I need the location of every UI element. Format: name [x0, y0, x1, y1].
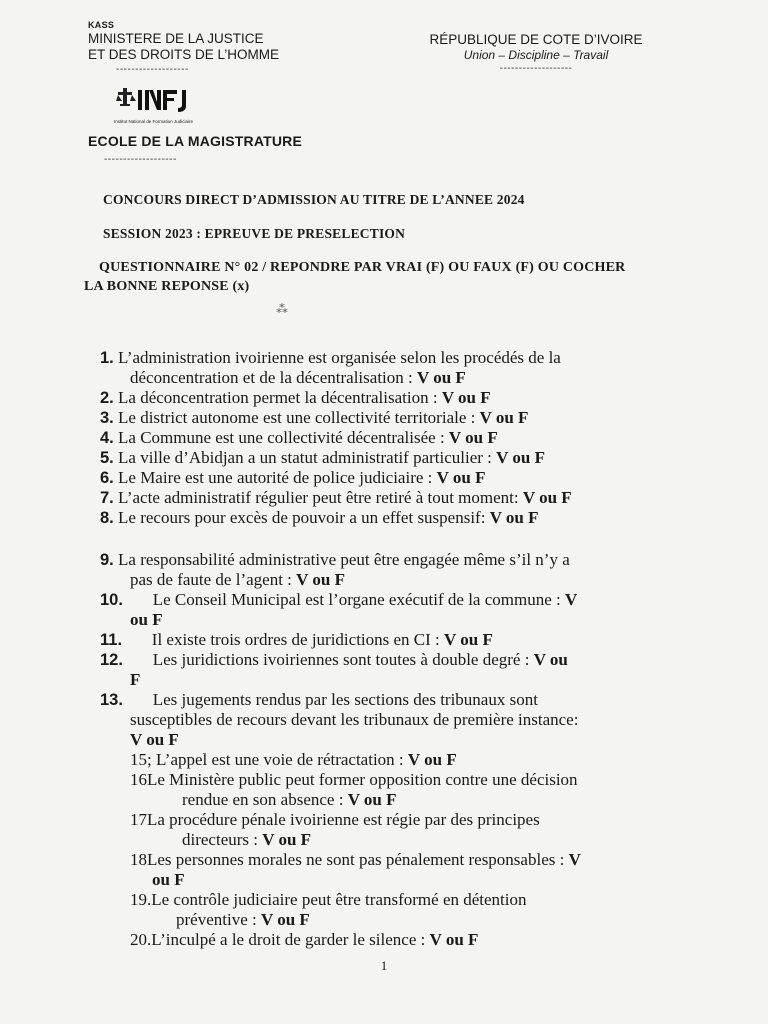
question-text: La déconcentration permet la décentralisation : — [118, 388, 442, 407]
true-false-choice[interactable]: V ou F — [260, 910, 310, 929]
question-text: L’administration ivoirienne est organisée selon les procédés de la — [118, 348, 561, 367]
question-text: La responsabilité administrative peut être engagée même s’il n’y a — [118, 550, 570, 569]
contest-title: CONCOURS DIRECT D’ADMISSION AU TITRE DE L’ANNEE 2024 — [103, 192, 525, 207]
question-text: L’appel est une voie de rétractation : — [151, 750, 408, 769]
true-false-choice[interactable]: V ou F — [441, 388, 491, 407]
question-text: La procédure pénale ivoirienne est régie par des principes — [147, 810, 540, 829]
question-7: 7. L’acte administratif régulier peut être retiré à tout moment: V ou F — [100, 488, 572, 507]
true-false-choice[interactable]: V ou F — [444, 630, 493, 649]
question-text-cont: susceptibles de recours devant les tribunaux de première instance: — [130, 710, 579, 729]
true-false-choice[interactable]: V ou F — [407, 750, 457, 769]
republic-name: RÉPUBLIQUE DE COTE D’IVOIRE — [429, 32, 643, 47]
true-false-choice[interactable]: V ou F — [130, 730, 179, 749]
true-false-choice[interactable]: V — [568, 850, 581, 869]
question-19: 19.Le contrôle judiciaire peut être transformé en détention préventive : V ou F — [130, 890, 527, 929]
session-title: SESSION 2023 : EPREUVE DE PRESELECTION — [103, 226, 406, 241]
question-text: Les jugements rendus par les sections des tribunaux sont — [127, 690, 538, 709]
question-text-cont: directeurs : — [182, 830, 263, 849]
true-false-choice[interactable]: V — [564, 590, 578, 609]
republic-header — [424, 32, 648, 74]
question-1: 1. L’administration ivoirienne est organisée selon les procédés de la déconcentration et de la décentralisation : V ou F — [100, 348, 561, 387]
question-text-cont: préventive : — [176, 910, 261, 929]
ministry-separator: ------------------- — [116, 64, 189, 75]
question-text: Le Conseil Municipal est l’organe exécutif de la commune : — [127, 590, 565, 609]
question-text-cont: pas de faute de l’agent : — [130, 570, 297, 589]
question-text: La Commune est une collectivité décentralisée : — [118, 428, 449, 447]
true-false-choice[interactable]: V ou F — [522, 488, 572, 507]
question-20: 20.L’inculpé a le droit de garder le silence : V ou F — [130, 930, 479, 949]
question-text-cont: rendue en son absence : — [182, 790, 348, 809]
question-12: 12. Les juridictions ivoiriennes sont toutes à double degré : V ou F — [100, 650, 730, 690]
question-text-cont: déconcentration et de la décentralisation : — [130, 368, 417, 387]
true-false-choice[interactable]: V ou — [533, 650, 568, 669]
school-separator: ------------------- — [104, 154, 177, 165]
questionnaire-instruction: LA BONNE REPONSE (x) — [84, 279, 250, 294]
question-6: 6. Le Maire est une autorité de police judiciaire : V ou F — [100, 468, 486, 487]
school-name: ECOLE DE LA MAGISTRATURE — [88, 133, 303, 149]
question-text: Les personnes morales ne sont pas pénalement responsables : — [147, 850, 569, 869]
handwritten-mark: ⁂ — [276, 302, 288, 316]
question-list — [100, 348, 730, 950]
question-15: 15; L’appel est une voie de rétractation : V ou F — [130, 750, 457, 769]
question-2: 2. La déconcentration permet la décentralisation : V ou F — [100, 388, 491, 407]
ministry-line-2: ET DES DROITS DE L’HOMME — [88, 47, 280, 62]
question-13: 13. Les jugements rendus par les sections des tribunaux sont susceptibles de recours devant les tribunaux de première instance: V ou F — [100, 690, 730, 750]
question-text: L’inculpé a le droit de garder le silence : — [151, 930, 430, 949]
questionnaire-title: QUESTIONNAIRE N° 02 / REPONDRE PAR VRAI (F) OU FAUX (F) OU COCHER — [99, 260, 626, 275]
question-5: 5. La ville d’Abidjan a un statut administratif particulier : V ou F — [100, 448, 545, 467]
true-false-choice[interactable]: V ou F — [416, 368, 466, 387]
page-number: 1 — [380, 958, 388, 973]
true-false-choice[interactable]: V ou F — [479, 408, 529, 427]
question-text: La ville d’Abidjan a un statut administratif particulier : — [118, 448, 497, 467]
question-16: 16Le Ministère public peut former opposition contre une décision rendue en son absence : V ou F — [130, 770, 578, 809]
true-false-choice[interactable]: V ou F — [489, 508, 539, 527]
question-text: Les juridictions ivoiriennes sont toutes à double degré : — [127, 650, 534, 669]
question-text: Le recours pour excès de pouvoir a un effet suspensif: — [118, 508, 490, 527]
infj-logo — [114, 82, 194, 122]
question-3: 3. Le district autonome est une collectivité territoriale : V ou F — [100, 408, 529, 427]
true-false-choice-cont[interactable]: ou F — [130, 610, 163, 629]
ministry-header — [88, 20, 279, 75]
logo-caption: Institut National de Formation Judiciaire — [114, 119, 194, 124]
true-false-choice[interactable]: V ou F — [436, 468, 486, 487]
true-false-choice[interactable]: V ou F — [296, 570, 345, 589]
kass-label: KASS — [88, 20, 115, 30]
question-11: 11. Il existe trois ordres de juridictions en CI : V ou F — [100, 630, 493, 649]
question-9: 9. La responsabilité administrative peut être engagée même s’il n’y a pas de faute de l’agent : V ou F — [100, 550, 570, 589]
question-10: 10. Le Conseil Municipal est l’organe exécutif de la commune : V ou F — [100, 590, 730, 630]
question-text: Le district autonome est une collectivité territoriale : — [118, 408, 480, 427]
question-8: 8. Le recours pour excès de pouvoir a un effet suspensif: V ou F — [100, 508, 539, 527]
question-text: Il existe trois ordres de juridictions en CI : — [126, 630, 445, 649]
question-17: 17La procédure pénale ivoirienne est régie par des principes directeurs : V ou F — [130, 810, 540, 849]
true-false-choice[interactable]: V ou F — [448, 428, 498, 447]
true-false-choice[interactable]: V ou F — [496, 448, 545, 467]
question-text: Le Ministère public peut former opposition contre une décision — [147, 770, 578, 789]
true-false-choice-cont[interactable]: ou F — [152, 870, 185, 889]
ministry-line-1: MINISTERE DE LA JUSTICE — [88, 31, 264, 46]
republic-separator: ------------------- — [499, 63, 573, 74]
question-text: Le Maire est une autorité de police judiciaire : — [118, 468, 437, 487]
true-false-choice[interactable]: V ou F — [429, 930, 479, 949]
true-false-choice-cont[interactable]: F — [130, 670, 141, 689]
republic-motto: Union – Discipline – Travail — [463, 48, 609, 62]
true-false-choice[interactable]: V ou F — [347, 790, 397, 809]
question-text: Le contrôle judiciaire peut être transformé en détention — [151, 890, 527, 909]
question-text: L’acte administratif régulier peut être retiré à tout moment: — [118, 488, 523, 507]
question-18: 18Les personnes morales ne sont pas pénalement responsables : V ou F — [100, 850, 730, 890]
true-false-choice[interactable]: V ou F — [262, 830, 312, 849]
question-4: 4. La Commune est une collectivité décentralisée : V ou F — [100, 428, 498, 447]
